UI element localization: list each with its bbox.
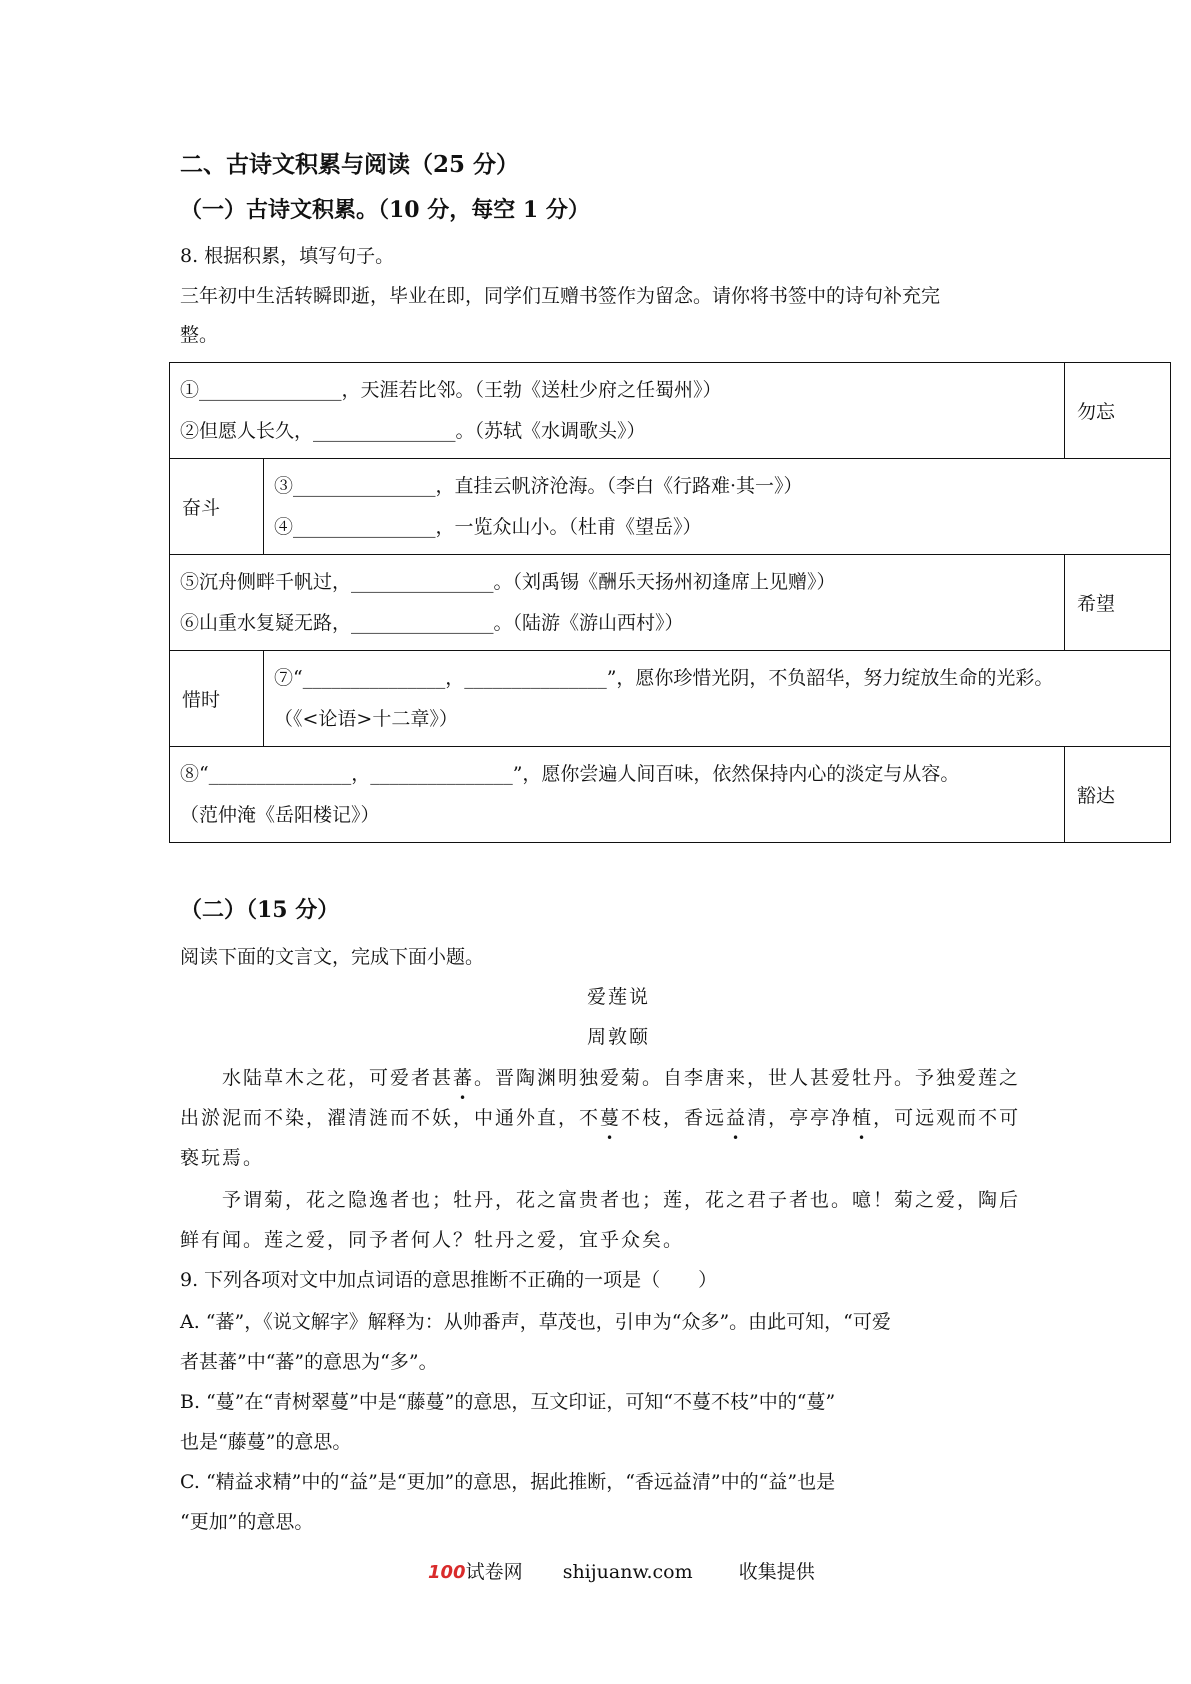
dotted-word-yi: 益 [726,1107,748,1129]
essay-paragraph-2-line-2: 鲜有闻。莲之爱，同予者何人？牡丹之爱，宜乎众矣。 [180,1229,685,1251]
essay-paragraph-1-line-2: 出淤泥而不染，濯清涟而不妖，中通外直，不蔓不枝，香远益清，亭亭净植，可远观而不可 [180,1107,1021,1129]
option-c: C. “精益求精”中的“益”是“更加”的意思，据此推断，“香远益清”中的“益”也是 [180,1471,836,1493]
option-c-cont: “更加”的意思。 [180,1511,314,1533]
essay-title: 爱莲说 [587,986,651,1008]
blank-line-5: ⑤沉舟侧畔千帆过，_______________。（刘禹锡《酬乐天扬州初逢席上见赠》） [180,570,836,593]
bookmark-4-label: 惜时 [170,651,264,747]
site-domain: shijuanw.com [562,1561,693,1583]
footer-provided: 收集提供 [738,1561,815,1583]
bookmark-3-label: 希望 [1065,555,1171,651]
dotted-word-fan: 蕃 [453,1067,475,1089]
blank-line-7-source: （《<论语>十二章》） [274,707,458,730]
blank-line-4: ④_______________，一览众山小。（杜甫《望岳》） [274,515,702,538]
question-8-intro: 三年初中生活转瞬即逝，毕业在即，同学们互赠书签作为留念。请你将书签中的诗句补充完 [180,285,941,307]
site-logo: 100 [428,1562,466,1583]
section-title: 二、古诗文积累与阅读（25 分） [180,151,520,178]
blank-line-6: ⑥山重水复疑无路，_______________。（陆游《游山西村》） [180,611,684,634]
blank-line-2: ②但愿人长久，_______________。（苏轼《水调歌头》） [180,419,646,442]
bookmark-5-content [170,747,1065,843]
question-8-intro-cont: 整。 [180,324,219,346]
option-a: A. “蕃”，《说文解字》解释为：从帅番声，草茂也，引申为“众多”。由此可知，“可爱 [180,1311,891,1333]
bookmark-table [169,362,1171,843]
essay-paragraph-2-line-1: 予谓菊，花之隐逸者也；牡丹，花之富贵者也；莲，花之君子者也。噫！菊之爱，陶后 [222,1189,1021,1211]
dotted-word-man: 蔓 [600,1107,622,1129]
blank-line-7: ⑦“_______________，_______________”，愿你珍惜光阴，不负韶华，努力绽放生命的光彩。 [274,666,1054,689]
question-8-title: 8. 根据积累，填写句子。 [180,245,395,267]
sub-section-title: （一）古诗文积累。（10 分，每空 1 分） [180,197,590,223]
option-b-cont: 也是“藤蔓”的意思。 [180,1431,352,1453]
page-footer [428,1557,815,1584]
blank-line-8-source: （范仲淹《岳阳楼记》） [180,803,380,826]
reading-instructions: 阅读下面的文言文，完成下面小题。 [180,946,485,968]
option-b: B. “蔓”在“青树翠蔓”中是“藤蔓”的意思，互文印证，可知“不蔓不枝”中的“蔓” [180,1391,836,1413]
blank-line-3: ③_______________，直挂云帆济沧海。（李白《行路难·其一》） [274,474,803,497]
blank-line-8: ⑧“_______________，_______________”，愿你尝遍人间百味，依然保持内心的淡定与从容。 [180,762,960,785]
dotted-word-zhi: 植 [852,1107,874,1129]
essay-paragraph-1-line-3: 亵玩焉。 [180,1147,265,1169]
bookmark-1-label: 勿忘 [1065,363,1171,459]
essay-author: 周敦颐 [587,1026,651,1048]
essay-paragraph-1-line-1: 水陆草木之花，可爱者甚蕃。晋陶渊明独爱菊。自李唐来，世人甚爱牡丹。予独爱莲之 [222,1067,1021,1089]
bookmark-4-content [264,651,1171,747]
bookmark-1-content [170,363,1065,459]
option-a-cont: 者甚蕃”中“蕃”的意思为“多”。 [180,1351,438,1373]
site-name: 试卷网 [465,1561,523,1583]
bookmark-2-content [264,459,1171,555]
sub-section-2-title: （二）（15 分） [180,897,340,923]
bookmark-3-content [170,555,1065,651]
blank-line-1: ①_______________，天涯若比邻。（王勃《送杜少府之任蜀州》） [180,378,722,401]
bookmark-5-label: 豁达 [1065,747,1171,843]
bookmark-2-label: 奋斗 [170,459,264,555]
question-9-stem: 9. 下列各项对文中加点词语的意思推断不正确的一项是（ ） [180,1269,718,1291]
